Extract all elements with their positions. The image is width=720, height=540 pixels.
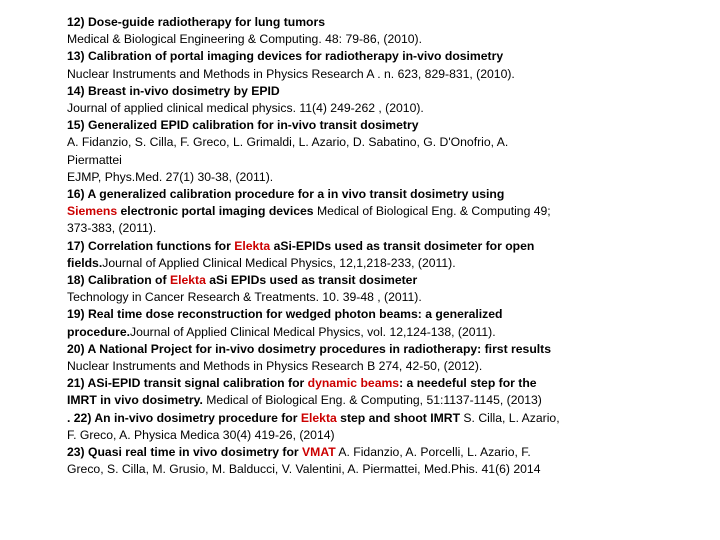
publication-title-text: 20) A National Project for in-vivo dosimetry procedures in radiotherapy: first results	[67, 341, 551, 356]
publication-title-text: 14) Breast in-vivo dosimetry by EPID	[67, 83, 280, 98]
citation-text: EJMP, Phys.Med. 27(1) 30-38, (2011).	[67, 169, 274, 184]
citation-text: A. Fidanzio, S. Cilla, F. Greco, L. Grimaldi, L. Azario, D. Sabatino, G. D'Onofrio, A.	[67, 135, 509, 150]
highlighted-term: dynamic beams	[307, 376, 400, 391]
publication-line	[67, 358, 647, 375]
citation-text: F. Greco, A. Physica Medica 30(4) 419-26, (2014)	[67, 427, 335, 442]
highlighted-term: Siemens	[67, 204, 118, 219]
highlighted-term: Elekta	[169, 273, 206, 288]
citation-text: S. Cilla, L. Azario,	[460, 410, 560, 425]
publication-line	[67, 186, 647, 203]
publication-line	[67, 392, 647, 409]
publication-title-text: aSi-EPIDs used as transit dosimeter for open	[270, 238, 535, 253]
publication-title-text: 17) Correlation functions for	[67, 238, 235, 253]
publication-title-text: procedure.	[67, 324, 130, 339]
publication-title-text: 13) Calibration of portal imaging devices for radiotherapy in-vivo dosimetry	[67, 49, 504, 64]
publication-title-text: 23) Quasi real time in vivo dosimetry for	[67, 445, 303, 460]
publication-line	[67, 444, 647, 461]
publication-line	[67, 203, 647, 220]
publication-line	[67, 272, 647, 289]
publication-line	[67, 66, 647, 83]
citation-text: Nuclear Instruments and Methods in Physics Research A . n. 623, 829-831, (2010).	[67, 66, 515, 81]
publication-line	[67, 220, 647, 237]
publication-line	[67, 31, 647, 48]
publication-title-text: . 22) An in-vivo dosimetry procedure for	[67, 410, 301, 425]
publication-line	[67, 341, 647, 358]
citation-text: Technology in Cancer Research & Treatments. 10. 39-48 , (2011).	[67, 290, 422, 305]
publication-line	[67, 289, 647, 306]
publication-line	[67, 117, 647, 134]
citation-text: Greco, S. Cilla, M. Grusio, M. Balducci, V. Valentini, A. Piermattei, Med.Phis. 41(6) 2014	[67, 462, 541, 477]
citation-text: 373-383, (2011).	[67, 221, 157, 236]
publication-line	[67, 83, 647, 100]
citation-text: Journal of Applied Clinical Medical Physics, vol. 12,124-138, (2011).	[130, 324, 496, 339]
publication-line	[67, 375, 647, 392]
publication-line	[67, 427, 647, 444]
publication-title-text: 12) Dose-guide radiotherapy for lung tumors	[67, 15, 325, 29]
publication-line	[67, 100, 647, 117]
highlighted-term: Elekta	[234, 238, 271, 253]
citation-text: Journal of applied clinical medical physics. 11(4) 249-262 , (2010).	[67, 101, 424, 116]
publication-line	[67, 306, 647, 323]
publication-title-text: 18) Calibration of	[67, 273, 170, 288]
publication-title-text: IMRT in vivo dosimetry.	[67, 393, 203, 408]
highlighted-term: VMAT	[302, 445, 336, 460]
publication-line	[67, 238, 647, 255]
citation-text: Medical of Biological Eng. & Computing 49;	[313, 204, 551, 219]
publication-line	[67, 461, 647, 478]
publication-line	[67, 324, 647, 341]
publication-title-text: electronic portal imaging devices	[117, 204, 314, 219]
publication-title-text: aSi EPIDs used as transit dosimeter	[205, 273, 418, 288]
publication-title-text: fields.	[67, 255, 103, 270]
citation-text: Nuclear Instruments and Methods in Physics Research B 274, 42-50, (2012).	[67, 359, 483, 374]
publication-title-text: step and shoot IMRT	[336, 410, 461, 425]
publication-line	[67, 152, 647, 169]
citation-text: Medical & Biological Engineering & Computing. 48: 79-86, (2010).	[67, 32, 422, 47]
citation-text: A. Fidanzio, A. Porcelli, L. Azario, F.	[335, 445, 531, 460]
citation-text: Journal of Applied Clinical Medical Physics, 12,1,218-233, (2011).	[102, 255, 456, 270]
publication-title-text: 19) Real time dose reconstruction for wedged photon beams: a generalized	[67, 307, 503, 322]
publication-line	[67, 134, 647, 151]
publication-list	[67, 14, 647, 478]
publication-title-text: 15) Generalized EPID calibration for in-vivo transit dosimetry	[67, 118, 419, 133]
publication-line	[67, 255, 647, 272]
publication-line	[67, 14, 647, 31]
publication-line	[67, 410, 647, 427]
publication-title-text: 16) A generalized calibration procedure for a in vivo transit dosimetry using	[67, 187, 505, 202]
publication-line	[67, 48, 647, 65]
citation-text: Medical of Biological Eng. & Computing, 51:1137-1145, (2013)	[202, 393, 542, 408]
highlighted-term: Elekta	[300, 410, 337, 425]
publication-title-text: 21) ASi-EPID transit signal calibration for	[67, 376, 308, 391]
publication-line	[67, 169, 647, 186]
citation-text: Piermattei	[67, 152, 122, 167]
publication-title-text: : a needeful step for the	[399, 376, 537, 391]
